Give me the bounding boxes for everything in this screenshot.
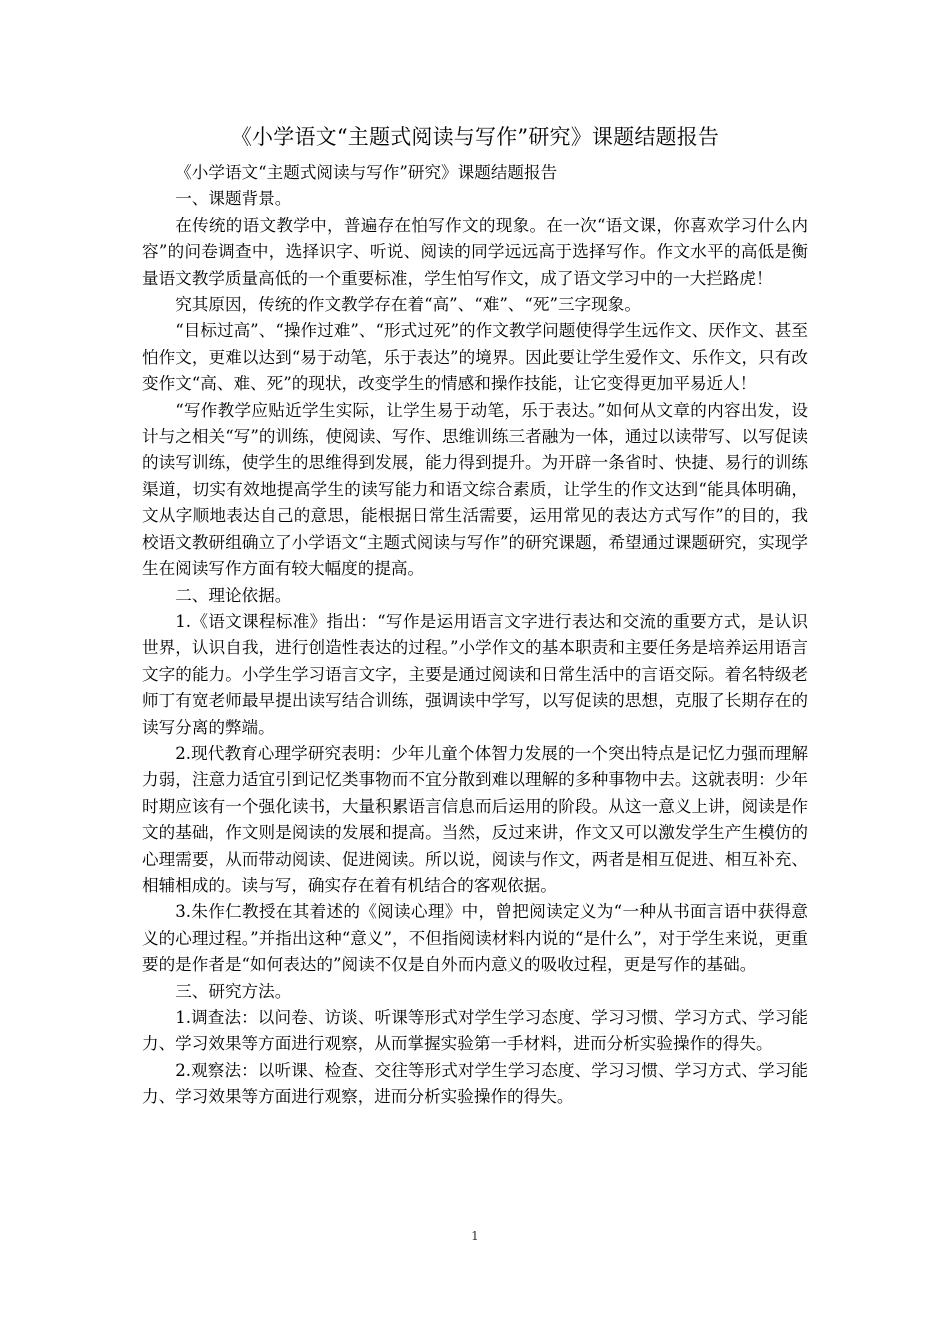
paragraph: 2.现代教育心理学研究表明：少年儿童个体智力发展的一个突出特点是记忆力强而理解力弱，注意力适宜引到记忆类事物而不宜分散到难以理解的多种事物中去。这就表明：少年时期应该有一个强化读书，大量积累语言信息而后运用的阶段。从这一意义上讲，阅读是作文的基础，作文则是阅读的发展和提高。当然，反过来讲，作文又可以激发学生产生模仿的心理需要，从而带动阅读、促进阅读。所以说，阅读与作文，两者是相互促进、相互补充、相辅相成的。读与写，确实存在着有机结合的客观依据。 <box>142 743 808 895</box>
page-number: 1 <box>471 1229 479 1243</box>
paragraph: 1.《语文课程标准》指出：“写作是运用语言文字进行表达和交流的重要方式，是认识世界，认识自我，进行创造性表达的过程。”小学作文的基本职责和主要任务是培养运用语言文字的能力。小学生学习语言文字，主要是通过阅读和日常生活中的言语交际。着名特级老师丁有宽老师最早提出读写结合训练，强调读中学写，以写促读的思想，克服了长期存在的读写分离的弊端。 <box>142 611 808 737</box>
paragraph: 究其原因，传统的作文教学存在着“高”、“难”、“死”三字现象。 <box>175 295 641 315</box>
section-heading-background: 一、课题背景。 <box>175 189 292 209</box>
document-title: 《小学语文“主题式阅读与写作”研究》课题结题报告 <box>230 125 720 149</box>
paragraph: 3.朱作仁教授在其着述的《阅读心理》中，曾把阅读定义为“一种从书面言语中获得意义的心理过程。”并指出这种“意义”，不但指阅读材料内说的“是什么”，对于学生来说，更重要的是作者是“如何表达的”阅读不仅是自外而内意义的吸收过程，更是写作的基础。 <box>142 902 808 975</box>
paragraph: 2.观察法：以听课、检查、交往等形式对学生学习态度、学习习惯、学习方式、学习能力、学习效果等方面进行观察，进而分析实验操作的得失。 <box>142 1060 808 1107</box>
section-heading-theory: 二、理论依据。 <box>175 585 292 605</box>
paragraph: “写作教学应贴近学生实际，让学生易于动笔，乐于表达。”如何从文章的内容出发，设计与之相关“写”的训练，使阅读、写作、思维训练三者融为一体，通过以读带写、以写促读的读写训练，使学生的思维得到发展，能力得到提升。为开辟一条省时、快捷、易行的训练渠道，切实有效地提高学生的读写能力和语文综合素质，让学生的作文达到“能具体明确，文从字顺地表达自己的意思，能根据日常生活需要，运用常见的表达方式写作”的目的，我校语文教研组确立了小学语文“主题式阅读与写作”的研究课题，希望通过课题研究，实现学生在阅读写作方面有较大幅度的提高。 <box>142 400 808 579</box>
section-heading-methods: 三、研究方法。 <box>175 981 292 1001</box>
paragraph: 1.调查法：以问卷、访谈、听课等形式对学生学习态度、学习习惯、学习方式、学习能力、学习效果等方面进行观察，从而掌握实验第一手材料，进而分析实验操作的得失。 <box>142 1008 808 1054</box>
paragraph: “目标过高”、“操作过难”、“形式过死”的作文教学问题使得学生远作文、厌作文、甚至怕作文，更难以达到“易于动笔，乐于表达”的境界。因此要让学生爱作文、乐作文，只有改变作文“高、难、死”的现状，改变学生的情感和操作技能，让它变得更加平易近人！ <box>142 321 808 394</box>
paragraph-subtitle: 《小学语文“主题式阅读与写作”研究》课题结题报告 <box>175 163 558 182</box>
document-body <box>142 160 808 1111</box>
paragraph: 在传统的语文教学中，普遍存在怕写作文的现象。在一次“语文课，你喜欢学习什么内容”的问卷调查中，选择识字、听说、阅读的同学远远高于选择写作。作文水平的高低是衡量语文教学质量高低的一个重要标准，学生怕写作文，成了语文学习中的一大拦路虎！ <box>142 215 808 288</box>
